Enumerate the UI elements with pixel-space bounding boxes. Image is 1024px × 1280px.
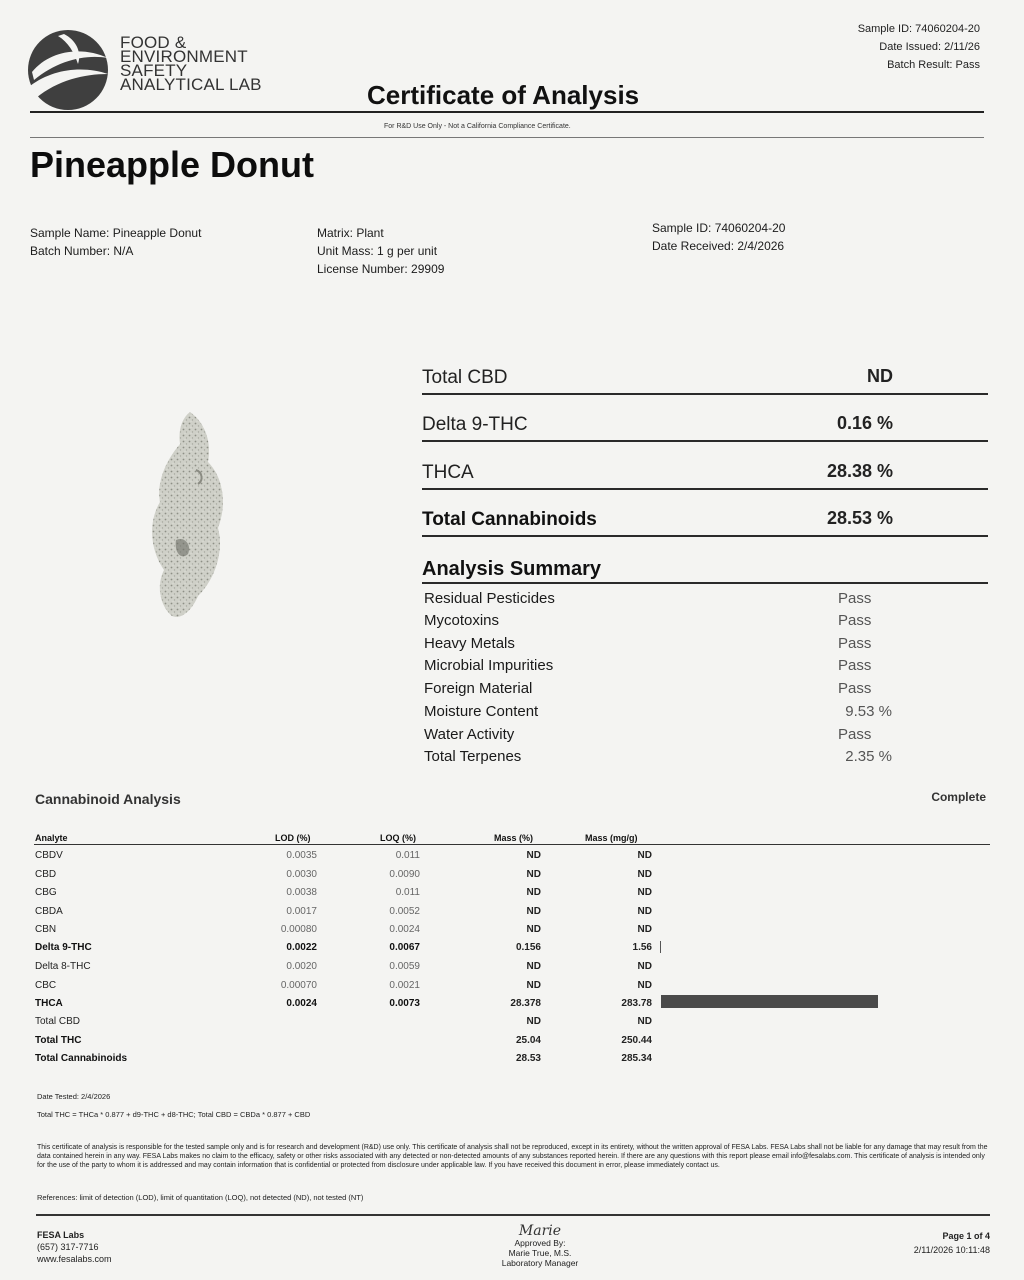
cell-mass-mg: ND <box>637 869 652 880</box>
summary-total-cannabinoids <box>422 503 988 537</box>
analysis-value: Pass <box>838 590 872 607</box>
cell-analyte: Total THC <box>35 1035 82 1046</box>
header-meta <box>858 20 980 74</box>
lab-website: www.fesalabs.com <box>37 1254 112 1264</box>
summary-label: THCA <box>422 462 474 483</box>
total-formula: Total THC = THCa * 0.877 + d9-THC + d8-THC; Total CBD = CBDa * 0.877 + CBD <box>37 1110 311 1119</box>
col-header-mass-pct: Mass (%) <box>494 833 534 843</box>
cell-analyte: CBDA <box>35 906 63 917</box>
cell-analyte: CBG <box>35 887 57 898</box>
sample-id: Sample ID: 74060204-20 <box>652 221 786 235</box>
table-row <box>34 847 990 865</box>
report-timestamp: 2/11/2026 10:11:48 <box>913 1245 990 1255</box>
table-row <box>34 1032 990 1050</box>
cell-analyte: Delta 8-THC <box>35 961 91 972</box>
cell-mass-pct: 28.53 <box>515 1053 541 1064</box>
page-number: Page 1 of 4 <box>942 1231 990 1241</box>
table-row <box>34 958 990 976</box>
cell-mass-mg: 285.34 <box>621 1053 652 1064</box>
cell-mass-mg: ND <box>637 850 652 861</box>
analysis-value: Pass <box>838 612 872 629</box>
cell-mass-mg: ND <box>637 961 652 972</box>
approval-block <box>480 1224 600 1268</box>
cell-loq: 0.0090 <box>389 869 420 880</box>
lab-name-line: ENVIRONMENT <box>120 47 248 66</box>
cell-mass-mg: ND <box>637 906 652 917</box>
analysis-summary-title: Analysis Summary <box>422 558 601 580</box>
summary-value: ND <box>867 366 893 386</box>
cell-lod: 0.00080 <box>280 924 317 935</box>
product-name: Pineapple Donut <box>30 144 315 185</box>
cell-mass-mg: 283.78 <box>621 998 652 1009</box>
col-header-analyte: Analyte <box>35 833 68 843</box>
analysis-value: Pass <box>838 680 872 697</box>
cell-mass-pct: ND <box>526 850 541 861</box>
approver-name: Marie True, M.S. <box>508 1248 572 1258</box>
lab-name-line: ANALYTICAL LAB <box>120 75 262 94</box>
sample-info-col-1 <box>30 224 201 260</box>
cell-mass-pct: 0.156 <box>515 942 541 953</box>
cannabinoid-analysis-status: Complete <box>931 790 986 804</box>
cell-lod: 0.0020 <box>286 961 317 972</box>
summary-thca <box>422 456 988 490</box>
cell-analyte: Delta 9-THC <box>35 942 92 953</box>
analysis-value: Pass <box>838 726 872 743</box>
sample-name: Sample Name: Pineapple Donut <box>30 226 202 240</box>
analysis-label: Total Terpenes <box>424 748 522 765</box>
cell-analyte: CBC <box>35 980 57 991</box>
header-batch-result: Batch Result: Pass <box>887 59 980 71</box>
analysis-summary-divider <box>422 582 988 584</box>
table-header-divider <box>34 844 990 845</box>
cell-mass-pct: ND <box>526 869 541 880</box>
cell-lod: 0.0038 <box>286 887 317 898</box>
cell-mass-mg: ND <box>637 1016 652 1027</box>
table-row <box>34 977 990 995</box>
analysis-label: Microbial Impurities <box>424 657 554 674</box>
summary-label: Total CBD <box>422 367 508 388</box>
analysis-value: Pass <box>838 657 872 674</box>
header-sample-id: Sample ID: 74060204-20 <box>857 23 980 35</box>
cell-mass-pct: ND <box>526 980 541 991</box>
col-header-mass-mg: Mass (mg/g) <box>585 833 638 843</box>
cell-mass-mg: ND <box>637 924 652 935</box>
summary-value: 28.53 % <box>826 508 893 528</box>
header-subdivider <box>30 137 984 138</box>
table-row <box>34 903 990 921</box>
cell-loq: 0.0067 <box>389 942 420 953</box>
unit-mass: Unit Mass: 1 g per unit <box>317 244 438 258</box>
sample-info-col-3 <box>652 219 785 255</box>
cell-mass-pct: ND <box>526 924 541 935</box>
page-info <box>914 1229 990 1257</box>
cell-mass-pct: ND <box>526 887 541 898</box>
lab-phone: (657) 317-7716 <box>37 1242 99 1252</box>
lab-name <box>120 33 262 94</box>
analysis-value: 2.35 % <box>845 748 892 765</box>
table-row <box>34 884 990 902</box>
analysis-row <box>424 680 894 702</box>
analysis-row <box>424 726 894 748</box>
cell-lod: 0.0035 <box>286 850 317 861</box>
summary-delta9-thc <box>422 408 988 442</box>
analysis-row <box>424 748 894 770</box>
cell-mass-mg: ND <box>637 887 652 898</box>
table-row <box>34 1013 990 1031</box>
cell-mass-pct: 25.04 <box>515 1035 541 1046</box>
analysis-label: Mycotoxins <box>424 612 500 629</box>
cell-loq: 0.0059 <box>389 961 420 972</box>
lab-name-line: FOOD & <box>120 33 187 52</box>
cell-mass-mg: 250.44 <box>621 1035 652 1046</box>
cell-lod: 0.0030 <box>286 869 317 880</box>
batch-number: Batch Number: N/A <box>30 244 134 258</box>
analysis-row <box>424 657 894 679</box>
references: References: limit of detection (LOD), limit of quantitation (LOQ), not detected (ND), not tested (NT) <box>37 1193 364 1202</box>
date-tested: Date Tested: 2/4/2026 <box>37 1092 111 1101</box>
col-header-lod: LOD (%) <box>275 833 311 843</box>
cell-analyte: THCA <box>35 998 63 1009</box>
table-row <box>34 1050 990 1068</box>
lab-short-name: FESA Labs <box>37 1230 85 1240</box>
summary-label: Total Cannabinoids <box>422 509 597 530</box>
cell-analyte: Total Cannabinoids <box>35 1053 128 1064</box>
lab-name-line: SAFETY <box>120 61 188 80</box>
cell-mass-mg: 1.56 <box>632 942 652 953</box>
header-divider <box>30 111 984 113</box>
cell-loq: 0.0052 <box>389 906 420 917</box>
license-number: License Number: 29909 <box>317 262 445 276</box>
cell-lod: 0.0024 <box>286 998 317 1009</box>
cell-lod: 0.00070 <box>280 980 317 991</box>
signature: Marie <box>518 1223 562 1239</box>
cannabinoid-analysis-title: Cannabinoid Analysis <box>35 791 181 807</box>
summary-total-cbd <box>422 361 988 395</box>
summary-label: Delta 9-THC <box>422 414 528 435</box>
analysis-value: 9.53 % <box>845 703 892 720</box>
cell-analyte: CBDV <box>35 850 63 861</box>
table-row <box>34 921 990 939</box>
cell-loq: 0.0024 <box>389 924 420 935</box>
cell-loq: 0.011 <box>395 850 420 861</box>
delta9-thc-bar <box>660 941 661 953</box>
analysis-label: Foreign Material <box>424 680 533 697</box>
summary-value: 28.38 % <box>826 461 893 481</box>
cell-mass-mg: ND <box>637 980 652 991</box>
legal-disclaimer: This certificate of analysis is responsible for the tested sample only and is for research and development (R&D) use only. This certificate of analysis shall not be reproduced, except in its entirety, without the written approval of FESA Labs. FESA Labs shall not be liable for any damage that may result from the data contained herein in any way. FESA Labs makes no claim to the efficacy, safety or other risks associated with any detected or non-detected amounts of any substances reported herein. If there are any questions with this report please email info@fesalabs.com. This certificate of analysis is intended only for the use of the party to whom it is addressed and may contain information that is confidential or protected from disclosure under applicable law. If you have received this document in error, please immediately contact us. <box>37 1144 988 1169</box>
cell-mass-pct: ND <box>526 1016 541 1027</box>
lab-contact <box>37 1229 112 1265</box>
thca-bar <box>661 995 878 1008</box>
header-date-issued: Date Issued: 2/11/26 <box>879 41 980 53</box>
cell-mass-pct: 28.378 <box>510 998 541 1009</box>
analysis-row <box>424 612 894 634</box>
analysis-row <box>424 590 894 612</box>
matrix: Matrix: Plant <box>317 226 384 240</box>
approver-title: Laboratory Manager <box>501 1258 579 1268</box>
cell-mass-pct: ND <box>526 906 541 917</box>
cell-lod: 0.0017 <box>286 906 317 917</box>
analysis-value: Pass <box>838 635 872 652</box>
analysis-label: Water Activity <box>424 726 515 743</box>
document-title: Certificate of Analysis <box>367 80 640 110</box>
approved-by-label: Approved By: <box>514 1238 566 1248</box>
analysis-label: Residual Pesticides <box>424 590 555 607</box>
cell-loq: 0.011 <box>395 887 420 898</box>
col-header-loq: LOQ (%) <box>380 833 416 843</box>
cell-lod: 0.0022 <box>286 942 317 953</box>
cell-analyte: CBN <box>35 924 57 935</box>
sample-info-col-2 <box>317 224 444 278</box>
cell-loq: 0.0073 <box>389 998 420 1009</box>
date-received: Date Received: 2/4/2026 <box>652 239 785 253</box>
analysis-row <box>424 635 894 657</box>
lab-logo-icon <box>24 28 112 112</box>
summary-value: 0.16 % <box>836 413 893 433</box>
table-row <box>34 866 990 884</box>
rd-disclaimer: For R&D Use Only - Not a California Compliance Certificate. <box>384 123 571 130</box>
cell-analyte: Total CBD <box>35 1016 81 1027</box>
table-row <box>34 939 990 957</box>
cell-analyte: CBD <box>35 869 57 880</box>
analysis-row <box>424 703 894 725</box>
footer-divider <box>36 1214 990 1216</box>
analysis-label: Heavy Metals <box>424 635 515 652</box>
cell-mass-pct: ND <box>526 961 541 972</box>
analysis-label: Moisture Content <box>424 703 539 720</box>
cell-loq: 0.0021 <box>389 980 420 991</box>
sample-photo <box>146 410 230 622</box>
